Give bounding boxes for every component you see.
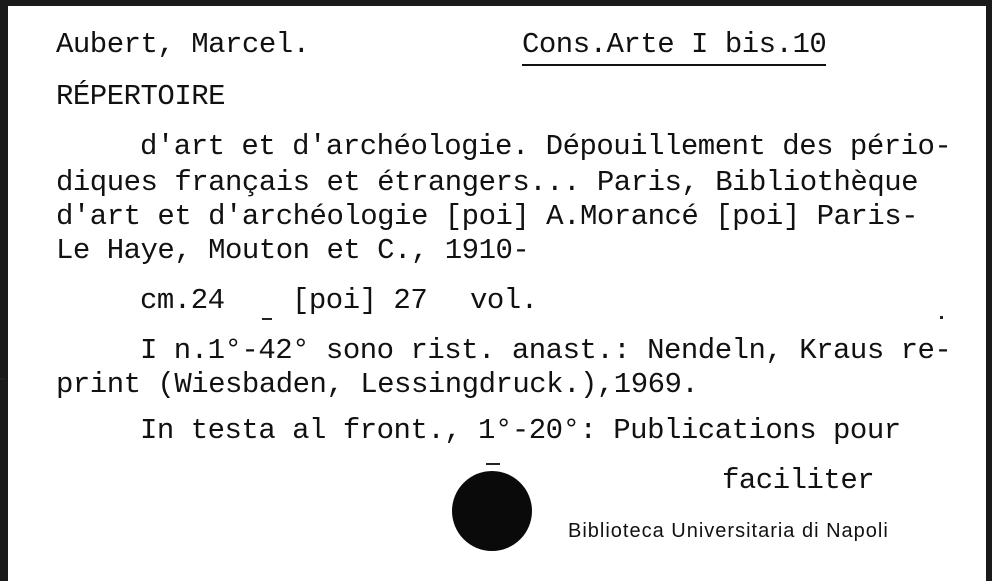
physical-size: cm.24 [140, 284, 225, 317]
description-line: diques français et étrangers... Paris, Bibliothèque [56, 166, 919, 199]
card-scan-border-right [986, 0, 992, 581]
reprint-note-line: I n.1°-42° sono rist. anast.: Nendeln, Kraus re- [140, 334, 952, 367]
front-note-line: faciliter [722, 464, 875, 497]
description-line: d'art et d'archéologie [poi] A.Morancé [poi] Paris- [56, 200, 919, 233]
scan-speck [486, 463, 500, 465]
call-number: Cons.Arte I bis.10 [522, 28, 826, 66]
card-scan-border-left [0, 0, 8, 581]
scan-speck [0, 378, 5, 380]
punch-hole [452, 471, 532, 551]
library-stamp: Biblioteca Universitaria di Napoli [568, 520, 889, 542]
physical-unit: vol. [470, 284, 538, 317]
reprint-note-line: print (Wiesbaden, Lessingdruck.),1969. [56, 368, 699, 401]
scan-speck [940, 316, 943, 319]
description-line: d'art et d'archéologie. Dépouillement des pério- [140, 130, 952, 163]
title-heading: RÉPERTOIRE [56, 80, 226, 113]
front-note-line: In testa al front., 1°-20°: Publications pour [140, 414, 901, 447]
description-line: Le Haye, Mouton et C., 1910- [56, 234, 530, 267]
physical-volumes: [poi] 27 [292, 284, 428, 317]
scan-speck [262, 318, 272, 320]
author-name: Aubert, Marcel. [56, 28, 310, 61]
